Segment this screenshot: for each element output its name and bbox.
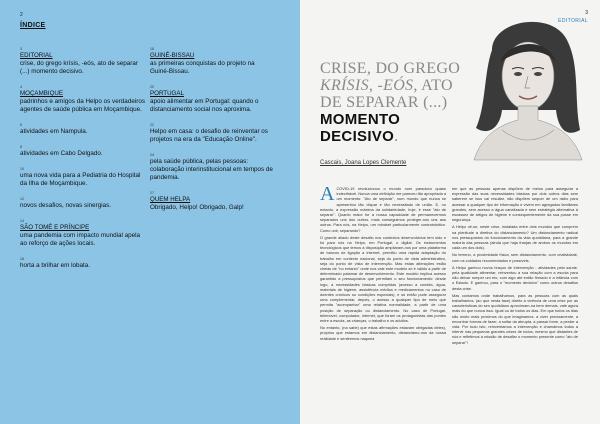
toc-entry-page-number: 8 — [20, 145, 22, 149]
toc-entry[interactable] — [150, 190, 275, 212]
toc-entry-page-number: 3 — [20, 47, 22, 51]
page-number-right: 3 — [585, 10, 588, 16]
body-paragraph: em que as pessoas apenas dispõem de meios para assegurar a expressão das suas necessidades básicas por dois outros dias sem saberem se isso vai resultar, não dispõem sequer de um rádio para acessar a qualquer tipo de informação e vivem em agregados familiares grandes, sem acesso a água canalizada e sem estratégia alternativa à escassez de artigos de higiene e consequentemente da sua posse em segurança. — [452, 186, 578, 223]
drop-cap: A — [320, 183, 335, 205]
headline-bold: MOMENTO DECISIVO — [320, 111, 401, 145]
toc-section-heading[interactable]: SÃO TOMÉ E PRÍNCIPE — [20, 224, 90, 231]
toc-section-heading[interactable]: PORTUGAL — [150, 90, 184, 97]
portrait-illustration — [462, 10, 592, 170]
body-paragraph: O grande aliado deste desafio nos contextos desenvolvidos tem sido e foi para nós na Helpo, em Portugal, o digital. Os instrumentos tecnológicos que temos à disposição ampliaram-nos por uma plataforma de bancos de ligação a internet, permitiu uma rápida adaptação do trabalho em contexto nacional, seja do ponto de vista administrativo, seja do ponto de vista de intervenção. Mas estas alterações estão cheias de "no entanto" onde nos vale este modelo só é válido a partir de determinado patamar de desenvolvimento. Este modelo implica acesso garantido a pressupostos que permitam o seu funcionamento: desde logo, a necessidades básicas cumpridas (acesso a comida, água, materiais de higiene, assistência médica e medicamentos no caso de doentes crónicos ou condições especiais), e só então pode assegurar uma complementar, depois, o acesso a qualquer tipo de meio que permita "acompanhar" uma relativa normalidade, a partir de uma posição de separação ou distanciamento. No caso de Portugal, telemóvel, computador, internet, que foram os protagonistas das pontes entre a escola, as crianças, o trabalho e os adultos. — [320, 234, 446, 324]
toc-entry[interactable] — [150, 122, 275, 144]
right-page — [300, 0, 600, 424]
toc-entry-page-number: 18 — [150, 47, 154, 51]
toc-entry-text: Helpo em casa: o desafio de reinventar os projetos na era da "Educação Online". — [150, 128, 268, 143]
editorial-body-column-1 — [320, 183, 446, 343]
toc-entry[interactable] — [20, 46, 145, 76]
toc-entry-text: padrinhos e amigos da Helpo os verdadeiros agentes de saúde pública em Moçambique. — [20, 98, 145, 113]
toc-entry-text: horta a brilhar em lobata. — [20, 262, 91, 269]
toc-entry-page-number: 27 — [150, 191, 154, 195]
toc-entry-text: uma nova vida para a Pediatria do Hospital da Ilha de Moçambique. — [20, 172, 141, 187]
toc-entry[interactable] — [20, 166, 145, 188]
toc-entry-page-number: 14 — [20, 219, 24, 223]
toc-entry-page-number: 12 — [20, 197, 24, 201]
toc-title: ÍNDICE — [20, 22, 46, 29]
toc-entry-text: Obrigado, Helpo! Obrigado, Galp! — [150, 204, 244, 211]
toc-entry-page-number: 10 — [20, 167, 24, 171]
body-paragraph: Mas contamos onde trabalhamos, para as pessoas com as quais trabalhamos. (ao que nesta fase) direito à vivência de uma crise por as características do seu quotidiano aproximam-na bem demais, vale agora mais do que nunca isso. Igual ou de todos os dias. Em que todos os dias são muito mais próximos do que imaginamos. a viver precisamente, a encontrar formas de fazer, a soltar da abrupta, a passar fome, a perder a vida. Por tudo isto, reinventamos a intervenção e chamámos todos a intervir nas pequenas grandes crises de todos, mesmo que distantes de nós e refletimos a missão de desafiar o momento presente como "ato de separar"! — [452, 292, 578, 345]
toc-entry[interactable] — [150, 84, 275, 114]
toc-entry[interactable] — [20, 256, 145, 270]
toc-entry[interactable] — [150, 46, 275, 76]
headline-part2: , ATO DE SEPARAR (...) — [320, 77, 453, 111]
toc-entry-text: pela saúde pública, pelas pessoas: colaboração interinstitucional em tempos de pandemia. — [150, 158, 273, 181]
toc-section-heading[interactable]: GUINÉ-BISSAU — [150, 52, 195, 59]
toc-section-heading[interactable]: EDITORIAL — [20, 52, 53, 59]
page-number-left: 2 — [20, 12, 23, 18]
body-paragraph: A Helpo ganhou novos braços de intervenção - atividades pela saúde, pela qualidade alimentar, reinventou a sua relação com a escola para não deixar romper um elo, com algo até então firmado e a infância com o Estado. E ganhou, para o "momento decisivo" como outros desafios desta crise. — [452, 264, 578, 291]
body-paragraph: COVID-19 revolucionou o mundo num paradoxo quase indecifrável. Nunca uma definição me pareceu tão apropriada a um momento: "Ato de separar", num mundo que nunca se apresentou tão díspar e tão necessitado de união. E, no entanto, a expressão máxima da solidariedade, hoje, é esse "ato de separar". Quanto maior for a nossa capacidade de permanecermos separados uns dos outros, mais conseguimos proteger-nos uns aos outros. Para nós, na Helpo, um mindset particularmente contraintuitivo. Como unir, separando? — [320, 186, 446, 233]
toc-entry-page-number: 5 — [20, 123, 22, 127]
toc-entry-page-number: 16 — [20, 257, 24, 261]
toc-entry-page-number: 20 — [150, 85, 154, 89]
toc-section-heading[interactable]: QUEM HELPA — [150, 196, 191, 203]
toc-entry[interactable] — [20, 122, 145, 136]
toc-entry-text: uma pandemia com impacto mundial apela ao reforço de ações locais. — [20, 232, 141, 247]
toc-entry[interactable] — [150, 152, 275, 182]
toc-entry-text: novos desafios, novas sinergias. — [20, 202, 112, 209]
toc-entry[interactable] — [20, 218, 145, 248]
toc-entry-text: apoio alimentar em Portugal: quando o distanciamento social nos aproxima. — [150, 98, 259, 113]
toc-entry-text: atividades em Nampula. — [20, 128, 88, 135]
author-byline: Cascais, Joana Lopes Clemente — [320, 160, 407, 166]
headline-italic: KRÍSIS, -EÓS — [320, 77, 414, 94]
body-paragraph: No terreno, a proximidade física, sem distanciamento, com criatividade, com os cuidados recomendados e possíveis. — [452, 252, 578, 263]
toc-entry[interactable] — [20, 84, 145, 114]
editorial-body-column-2 — [452, 186, 578, 347]
body-paragraph: A Helpo vê-se, neste crise, instalada entre dois mundos que cumprem na plenitude a diretiva do distanciamento? Um distanciamento radical nos pressupostos do funcionamento da vida quotidiana, para a grande maioria das pessoas (ainda que haja franjas de ambos os mundos em cada um dos dois). — [452, 224, 578, 251]
headline-end: . — [394, 128, 399, 145]
body-paragraph: No entanto, (na sabe) que estas afirmações estavam obrigadas deles), próprios que estamos em distanciamento, distanciámo-nos da nossa realidade e sentiremos naquela — [320, 325, 446, 341]
toc-entry-page-number: 24 — [150, 153, 154, 157]
headline-part1: CRISE, DO GREGO — [320, 60, 461, 77]
toc-column-1 — [20, 46, 145, 278]
toc-entry-page-number: 22 — [150, 123, 154, 127]
toc-entry-text: as primeiras conquistas do projeto na Guiné-Bissau. — [150, 60, 255, 75]
editorial-headline — [320, 60, 470, 145]
toc-entry-text: crise, do grego krísis, -eós, ato de separar (...) momento decisivo. — [20, 60, 138, 75]
toc-entry[interactable] — [20, 144, 145, 158]
toc-column-2 — [150, 46, 275, 220]
toc-section-heading[interactable]: MOÇAMBIQUE — [20, 90, 63, 97]
toc-entry[interactable] — [20, 196, 145, 210]
section-label: EDITORIAL — [558, 18, 588, 24]
toc-entry-text: atividades em Cabo Delgado. — [20, 150, 103, 157]
toc-entry-page-number: 4 — [20, 85, 22, 89]
